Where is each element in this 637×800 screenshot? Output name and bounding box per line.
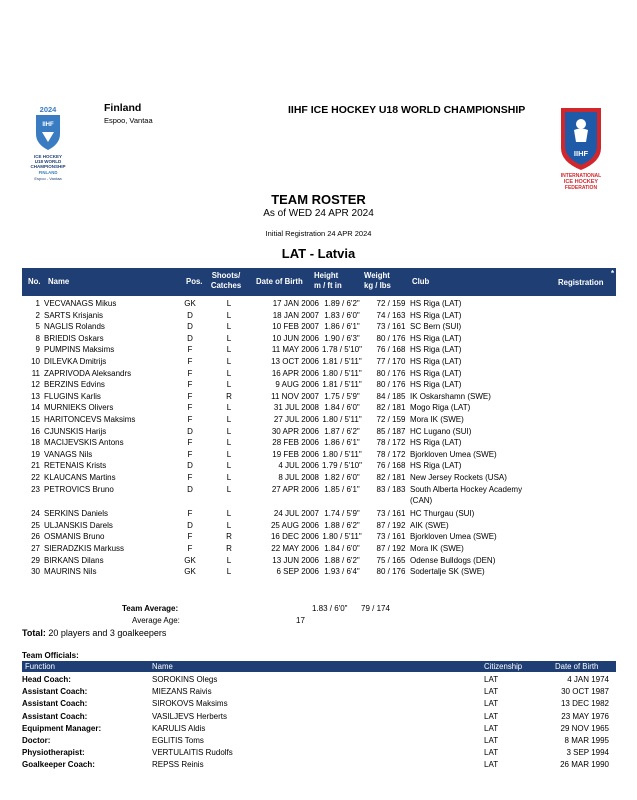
player-weight: 82 / 181 bbox=[376, 403, 406, 413]
official-dob: 29 NOV 1965 bbox=[560, 723, 609, 733]
player-pos: D bbox=[187, 484, 193, 494]
total-label: Total: bbox=[22, 628, 46, 638]
player-name: BIRKANS Dilans bbox=[44, 555, 104, 565]
player-dob: 28 FEB 2006 bbox=[272, 438, 319, 448]
player-sc: L bbox=[226, 461, 232, 471]
roster-row bbox=[22, 356, 616, 368]
player-name: ULJANSKIS Darels bbox=[44, 520, 113, 530]
player-height: 1.75 / 5'9" bbox=[324, 391, 360, 401]
official-citizenship: LAT bbox=[484, 687, 499, 697]
roster-row bbox=[22, 368, 616, 380]
player-no: 22 bbox=[31, 473, 40, 482]
roster-row bbox=[22, 310, 616, 322]
player-dob: 10 FEB 2007 bbox=[272, 322, 319, 332]
player-sc: L bbox=[226, 299, 232, 308]
official-function: Physiotherapist: bbox=[22, 748, 85, 758]
player-height: 1.86 / 6'1" bbox=[324, 438, 360, 448]
official-function: Assistant Coach: bbox=[22, 711, 88, 721]
player-no: 21 bbox=[31, 461, 40, 471]
col-catches: Catches bbox=[210, 281, 242, 290]
player-club: HS Riga (LAT) bbox=[410, 438, 462, 448]
official-function: Assistant Coach: bbox=[22, 687, 88, 697]
team-average-weight: 79 / 174 bbox=[361, 604, 390, 613]
player-weight: 80 / 176 bbox=[376, 368, 406, 378]
player-weight: 87 / 192 bbox=[376, 544, 406, 553]
player-dob: 22 MAY 2006 bbox=[271, 544, 319, 553]
player-pos: D bbox=[187, 520, 193, 530]
player-pos: F bbox=[187, 544, 193, 553]
player-height: 1.87 / 6'2" bbox=[324, 426, 360, 436]
official-dob: 8 MAR 1995 bbox=[564, 736, 609, 745]
player-name: VANAGS Nils bbox=[44, 449, 93, 459]
player-name: PUMPINS Maksims bbox=[44, 345, 115, 355]
player-pos: D bbox=[187, 322, 193, 332]
svg-text:Espoo - Vantaa: Espoo - Vantaa bbox=[34, 176, 62, 181]
venue: Espoo, Vantaa bbox=[104, 116, 153, 125]
player-pos: D bbox=[187, 426, 193, 436]
host-country: Finland bbox=[104, 102, 142, 114]
roster-row bbox=[22, 460, 616, 472]
roster-row bbox=[22, 321, 616, 333]
officials-table-header bbox=[22, 661, 616, 672]
officials-title: Team Officials: bbox=[22, 651, 79, 660]
player-weight: 85 / 187 bbox=[376, 426, 406, 436]
official-name: VERTULAITIS Rudolfs bbox=[152, 748, 233, 758]
player-club: IK Oskarshamn (SWE) bbox=[410, 391, 491, 401]
svg-text:FINLAND: FINLAND bbox=[38, 170, 58, 175]
player-no: 27 bbox=[31, 544, 40, 553]
iihf-logo bbox=[556, 106, 606, 192]
col-shoots: Shoots/ bbox=[211, 271, 241, 280]
player-name: HARITONCEVS Maksims bbox=[44, 415, 136, 424]
player-no: 18 bbox=[31, 438, 40, 448]
player-no: 24 bbox=[31, 509, 40, 519]
player-name: VECVANAGS Mikus bbox=[44, 299, 117, 308]
player-sc: L bbox=[226, 345, 232, 355]
col-registration-mark: * bbox=[611, 269, 615, 278]
player-club: HS Riga (LAT) bbox=[410, 380, 462, 390]
official-function: Equipment Manager: bbox=[22, 723, 102, 733]
player-dob: 13 JUN 2006 bbox=[272, 555, 319, 565]
player-name: ZAPRIVODA Aleksandrs bbox=[44, 368, 132, 378]
official-citizenship: LAT bbox=[484, 760, 499, 770]
player-weight: 84 / 185 bbox=[376, 391, 406, 401]
player-height: 1.89 / 6'2" bbox=[324, 299, 360, 308]
player-pos: F bbox=[187, 357, 193, 366]
col-registration: Registration bbox=[558, 278, 604, 287]
player-club: HC Thurgau (SUI) bbox=[410, 509, 475, 519]
player-weight: 72 / 159 bbox=[376, 299, 406, 308]
player-weight: 76 / 168 bbox=[376, 345, 406, 355]
player-sc: L bbox=[226, 403, 232, 413]
player-name: OSMANIS Bruno bbox=[44, 532, 105, 542]
player-dob: 13 OCT 2006 bbox=[271, 357, 319, 366]
svg-text:INTERNATIONAL: INTERNATIONAL bbox=[560, 173, 602, 179]
player-height: 1.80 / 5'11" bbox=[322, 415, 362, 424]
col-citizenship: Citizenship bbox=[484, 662, 523, 671]
official-dob: 4 JAN 1974 bbox=[567, 675, 609, 684]
player-height: 1.90 / 6'3" bbox=[324, 333, 360, 343]
player-no: 29 bbox=[31, 555, 40, 565]
roster-title: TEAM ROSTER bbox=[271, 192, 366, 207]
player-height: 1.88 / 6'2" bbox=[324, 520, 360, 530]
player-pos: D bbox=[187, 333, 193, 343]
player-no: 2 bbox=[35, 310, 40, 320]
player-dob: 8 JUL 2008 bbox=[278, 473, 319, 482]
player-pos: GK bbox=[184, 299, 196, 308]
official-row bbox=[22, 759, 616, 771]
svg-text:FEDERATION: FEDERATION bbox=[564, 185, 598, 191]
player-no: 30 bbox=[31, 567, 40, 577]
player-name: MAURINS Nils bbox=[44, 567, 97, 577]
official-function: Head Coach: bbox=[22, 675, 71, 684]
official-name: SIROKOVS Maksims bbox=[152, 699, 228, 709]
player-pos: F bbox=[187, 415, 193, 424]
player-no: 25 bbox=[31, 520, 40, 530]
player-sc: L bbox=[226, 473, 232, 482]
svg-text:CHAMPIONSHIP: CHAMPIONSHIP bbox=[30, 164, 66, 169]
roster-row bbox=[22, 391, 616, 403]
official-row bbox=[22, 674, 616, 686]
player-height: 1.82 / 6'0" bbox=[324, 473, 360, 482]
player-no: 10 bbox=[31, 357, 40, 366]
roster-row bbox=[22, 402, 616, 414]
player-pos: D bbox=[187, 461, 193, 471]
player-club: HS Riga (LAT) bbox=[410, 299, 462, 308]
roster-row bbox=[22, 437, 616, 449]
player-club: AIK (SWE) bbox=[410, 520, 449, 530]
player-weight: 75 / 165 bbox=[376, 555, 406, 565]
player-dob: 16 APR 2006 bbox=[271, 368, 319, 378]
official-row bbox=[22, 723, 616, 735]
player-dob: 27 APR 2006 bbox=[271, 484, 319, 494]
player-height: 1.86 / 6'1" bbox=[324, 322, 360, 332]
player-sc: L bbox=[226, 322, 232, 332]
player-weight: 83 / 183 bbox=[376, 484, 406, 494]
championship-title: IIHF ICE HOCKEY U18 WORLD CHAMPIONSHIP bbox=[288, 104, 526, 116]
player-sc: L bbox=[226, 415, 232, 424]
official-name: MIEZANS Raivis bbox=[152, 687, 212, 697]
player-name: MACIJEVSKIS Antons bbox=[44, 438, 124, 448]
official-citizenship: LAT bbox=[484, 675, 499, 684]
official-row bbox=[22, 698, 616, 710]
roster-row bbox=[22, 426, 616, 438]
col-official-dob: Date of Birth bbox=[555, 662, 599, 671]
player-no: 23 bbox=[31, 484, 40, 494]
player-club: Mora IK (SWE) bbox=[410, 544, 464, 553]
col-height: Height bbox=[314, 271, 339, 280]
col-function: Function bbox=[25, 662, 55, 671]
player-dob: 16 DEC 2006 bbox=[270, 532, 319, 542]
player-club: HS Riga (LAT) bbox=[410, 345, 462, 355]
player-pos: D bbox=[187, 310, 193, 320]
col-pos: Pos. bbox=[186, 277, 203, 286]
roster-row bbox=[22, 333, 616, 345]
player-height: 1.81 / 5'11" bbox=[322, 380, 362, 390]
roster-row bbox=[22, 543, 616, 555]
col-dob: Date of Birth bbox=[256, 277, 303, 286]
player-club: Odense Bulldogs (DEN) bbox=[410, 555, 496, 565]
player-no: 13 bbox=[31, 391, 40, 401]
average-age-label: Average Age: bbox=[132, 616, 180, 625]
player-pos: F bbox=[187, 380, 193, 390]
player-pos: F bbox=[187, 403, 193, 413]
player-name: BRIEDIS Oskars bbox=[44, 333, 104, 343]
player-no: 26 bbox=[31, 532, 40, 542]
roster-row bbox=[22, 449, 616, 461]
roster-table-header bbox=[22, 268, 616, 296]
player-club: HS Riga (LAT) bbox=[410, 368, 462, 378]
player-pos: F bbox=[187, 532, 193, 542]
player-height: 1.93 / 6'4" bbox=[324, 567, 360, 577]
official-citizenship: LAT bbox=[484, 748, 499, 758]
player-weight: 77 / 170 bbox=[376, 357, 406, 366]
player-name: FLUGINS Karlis bbox=[44, 391, 101, 401]
player-dob: 18 JAN 2007 bbox=[272, 310, 319, 320]
player-pos: GK bbox=[184, 555, 196, 565]
official-row bbox=[22, 735, 616, 747]
official-dob: 30 OCT 1987 bbox=[561, 687, 609, 697]
official-function: Goalkeeper Coach: bbox=[22, 760, 95, 770]
roster-row bbox=[22, 484, 616, 496]
player-sc: L bbox=[226, 509, 232, 519]
player-club: Mora IK (SWE) bbox=[410, 415, 464, 424]
official-citizenship: LAT bbox=[484, 699, 499, 709]
player-weight: 80 / 176 bbox=[376, 380, 406, 390]
player-weight: 82 / 181 bbox=[376, 473, 406, 482]
svg-text:ICE HOCKEY: ICE HOCKEY bbox=[33, 154, 63, 159]
as-of-date: As of WED 24 APR 2024 bbox=[263, 208, 374, 219]
roster-row bbox=[22, 520, 616, 532]
team-name: LAT - Latvia bbox=[281, 246, 356, 261]
player-name: PETROVICS Bruno bbox=[44, 484, 114, 494]
player-no: 12 bbox=[31, 380, 40, 390]
official-dob: 26 MAR 1990 bbox=[560, 760, 609, 770]
player-name: BERZINS Edvins bbox=[44, 380, 105, 390]
player-weight: 73 / 161 bbox=[376, 532, 406, 542]
player-sc: L bbox=[226, 357, 232, 366]
player-no: 19 bbox=[31, 449, 40, 459]
official-function: Doctor: bbox=[22, 736, 51, 745]
col-height-units: m / ft in bbox=[314, 281, 342, 290]
player-club: Mogo Riga (LAT) bbox=[410, 403, 471, 413]
official-citizenship: LAT bbox=[484, 723, 499, 733]
player-name: MURNIEKS Olivers bbox=[44, 403, 114, 413]
roster-row bbox=[22, 414, 616, 426]
svg-text:IIHF: IIHF bbox=[573, 149, 589, 158]
player-weight: 80 / 176 bbox=[376, 567, 406, 577]
player-sc: L bbox=[226, 380, 232, 390]
roster-row bbox=[22, 298, 616, 310]
official-dob: 23 MAY 1976 bbox=[561, 711, 609, 721]
average-age: 17 bbox=[296, 616, 305, 625]
team-average-label: Team Average: bbox=[122, 604, 179, 613]
player-pos: F bbox=[187, 345, 193, 355]
player-height: 1.85 / 6'1" bbox=[324, 484, 360, 494]
player-club: Bjorkloven Umea (SWE) bbox=[410, 449, 497, 459]
player-name: CJUNSKIS Harijs bbox=[44, 426, 107, 436]
player-club: Bjorkloven Umea (SWE) bbox=[410, 532, 497, 542]
player-club: HS Riga (LAT) bbox=[410, 461, 462, 471]
roster-row bbox=[22, 379, 616, 391]
player-height: 1.74 / 5'9" bbox=[324, 509, 360, 519]
player-sc: R bbox=[226, 544, 232, 553]
player-weight: 74 / 163 bbox=[376, 310, 406, 320]
player-sc: L bbox=[226, 333, 232, 343]
player-dob: 25 AUG 2006 bbox=[270, 520, 319, 530]
player-height: 1.88 / 6'2" bbox=[324, 555, 360, 565]
player-sc: L bbox=[226, 484, 232, 494]
player-sc: L bbox=[226, 310, 232, 320]
player-club: HS Riga (LAT) bbox=[410, 333, 462, 343]
player-pos: F bbox=[187, 509, 193, 519]
player-no: 16 bbox=[31, 426, 40, 436]
svg-text:U18 WORLD: U18 WORLD bbox=[34, 159, 62, 164]
player-pos: GK bbox=[184, 567, 196, 577]
player-pos: F bbox=[187, 473, 193, 482]
player-sc: L bbox=[226, 555, 232, 565]
player-dob: 11 MAY 2006 bbox=[271, 345, 319, 355]
official-name: REPSS Reinis bbox=[152, 760, 204, 770]
roster-row bbox=[22, 344, 616, 356]
player-sc: L bbox=[226, 449, 232, 459]
team-average-height: 1.83 / 6'0" bbox=[312, 604, 348, 613]
col-no: No. bbox=[28, 277, 41, 286]
player-pos: F bbox=[187, 438, 193, 448]
player-name: NAGLIS Rolands bbox=[44, 322, 105, 332]
player-weight: 78 / 172 bbox=[376, 438, 406, 448]
svg-text:2024: 2024 bbox=[39, 105, 57, 114]
player-weight: 87 / 192 bbox=[376, 520, 406, 530]
player-no: 8 bbox=[35, 333, 40, 343]
roster-row bbox=[22, 566, 616, 578]
svg-text:ICE HOCKEY: ICE HOCKEY bbox=[563, 179, 599, 185]
player-name: SERKINS Daniels bbox=[44, 509, 109, 519]
player-name: RETENAIS Krists bbox=[44, 461, 107, 471]
player-height: 1.83 / 6'0" bbox=[324, 310, 360, 320]
official-row bbox=[22, 686, 616, 698]
player-club: SC Bern (SUI) bbox=[410, 322, 462, 332]
player-height: 1.80 / 5'11" bbox=[322, 532, 362, 542]
player-no: 11 bbox=[31, 368, 40, 378]
player-weight: 73 / 161 bbox=[376, 509, 406, 519]
player-no: 14 bbox=[31, 403, 40, 413]
roster-row bbox=[22, 472, 616, 484]
official-name: KARULIS Aldis bbox=[152, 723, 206, 733]
player-no: 15 bbox=[31, 415, 40, 424]
official-name: SOROKINS Olegs bbox=[152, 675, 218, 684]
player-dob: 27 JUL 2006 bbox=[273, 415, 319, 424]
player-height: 1.80 / 5'11" bbox=[322, 449, 362, 459]
col-weight: Weight bbox=[364, 271, 390, 280]
u18-championship-logo bbox=[22, 104, 74, 188]
player-height: 1.84 / 6'0" bbox=[324, 403, 360, 413]
total-text: 20 players and 3 goalkeepers bbox=[48, 628, 167, 638]
player-weight: 76 / 168 bbox=[376, 461, 406, 471]
player-sc: L bbox=[226, 426, 232, 436]
player-dob: 31 JUL 2008 bbox=[273, 403, 319, 413]
player-name: SARTS Krisjanis bbox=[44, 310, 103, 320]
player-dob: 30 APR 2006 bbox=[271, 426, 319, 436]
player-weight: 78 / 172 bbox=[376, 449, 406, 459]
player-height: 1.78 / 5'10" bbox=[322, 345, 362, 355]
player-dob: 24 JUL 2007 bbox=[273, 509, 319, 519]
player-height: 1.81 / 5'11" bbox=[322, 357, 362, 366]
official-name: EGLITIS Toms bbox=[152, 736, 204, 745]
player-weight: 80 / 176 bbox=[376, 333, 406, 343]
player-dob: 10 JUN 2006 bbox=[272, 333, 319, 343]
player-club: HC Lugano (SUI) bbox=[410, 426, 472, 436]
player-sc: L bbox=[226, 368, 232, 378]
player-weight: 73 / 161 bbox=[376, 322, 406, 332]
official-name: VASILJEVS Herberts bbox=[152, 711, 227, 721]
player-dob: 6 SEP 2006 bbox=[276, 567, 319, 577]
col-name: Name bbox=[48, 277, 70, 286]
player-height: 1.79 / 5'10" bbox=[322, 461, 362, 471]
player-dob: 11 NOV 2007 bbox=[271, 391, 319, 401]
player-club: New Jersey Rockets (USA) bbox=[410, 473, 507, 482]
player-sc: L bbox=[226, 567, 232, 577]
player-dob: 4 JUL 2006 bbox=[278, 461, 319, 471]
official-dob: 3 SEP 1994 bbox=[566, 748, 609, 758]
official-function: Assistant Coach: bbox=[22, 699, 88, 709]
player-weight: 72 / 159 bbox=[376, 415, 406, 424]
player-sc: L bbox=[226, 520, 232, 530]
player-club-continued: (CAN) bbox=[410, 496, 433, 506]
roster-row bbox=[22, 531, 616, 543]
roster-row bbox=[22, 508, 616, 520]
player-sc: L bbox=[226, 438, 232, 448]
player-dob: 19 FEB 2006 bbox=[272, 449, 319, 459]
player-height: 1.80 / 5'11" bbox=[322, 368, 362, 378]
player-pos: F bbox=[187, 449, 193, 459]
svg-text:IIHF: IIHF bbox=[42, 122, 54, 128]
player-dob: 17 JAN 2006 bbox=[272, 299, 319, 308]
player-height: 1.84 / 6'0" bbox=[324, 544, 360, 553]
official-row bbox=[22, 711, 616, 723]
official-dob: 13 DEC 1982 bbox=[560, 699, 609, 709]
player-name: KLAUCANS Martins bbox=[44, 473, 116, 482]
roster-row bbox=[22, 555, 616, 567]
player-pos: F bbox=[187, 391, 193, 401]
player-club: South Alberta Hockey Academy bbox=[410, 484, 523, 494]
player-sc: R bbox=[226, 391, 232, 401]
player-no: 1 bbox=[35, 299, 40, 308]
initial-registration: Initial Registration 24 APR 2024 bbox=[265, 229, 372, 238]
player-no: 5 bbox=[35, 322, 40, 332]
player-no: 9 bbox=[35, 345, 40, 355]
col-weight-units: kg / lbs bbox=[364, 281, 391, 290]
col-club: Club bbox=[412, 277, 430, 286]
roster-row-continuation bbox=[22, 495, 616, 507]
official-row bbox=[22, 747, 616, 759]
player-pos: F bbox=[187, 368, 193, 378]
col-official-name: Name bbox=[152, 662, 173, 671]
player-sc: R bbox=[226, 532, 232, 542]
player-club: Sodertalje SK (SWE) bbox=[410, 567, 485, 577]
roster-total bbox=[22, 628, 166, 638]
player-name: SIERADZKIS Markuss bbox=[44, 544, 125, 553]
official-citizenship: LAT bbox=[484, 736, 499, 745]
player-club: HS Riga (LAT) bbox=[410, 357, 462, 366]
player-name: DILEVKA Dmitrijs bbox=[44, 357, 107, 366]
player-club: HS Riga (LAT) bbox=[410, 310, 462, 320]
player-dob: 9 AUG 2006 bbox=[275, 380, 319, 390]
official-citizenship: LAT bbox=[484, 711, 499, 721]
